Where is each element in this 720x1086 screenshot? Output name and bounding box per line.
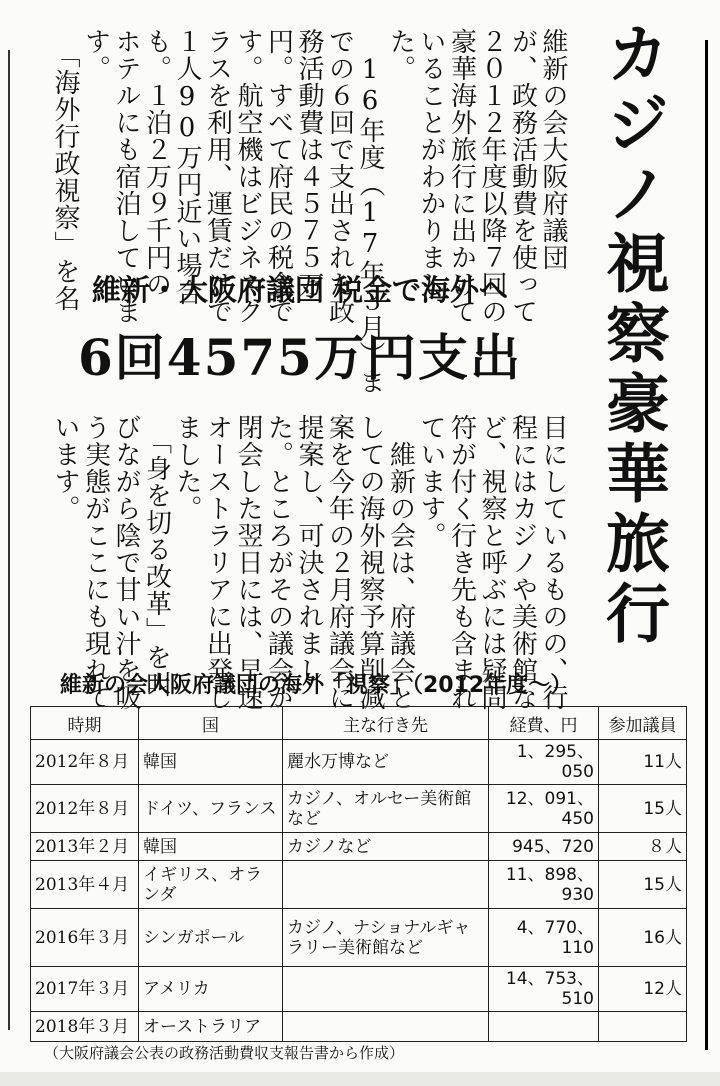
cell-country: シンガポール	[139, 909, 283, 967]
trip-table	[30, 706, 687, 1042]
cell-destination	[283, 967, 489, 1012]
sub-headline: 維新・大阪府議団 税金で海外へ	[91, 273, 509, 307]
cell-cost: 14、753、510	[489, 967, 599, 1012]
table-row	[31, 909, 687, 967]
cell-period: 2012年８月	[31, 785, 139, 833]
text-column: ホテルにも宿泊していま	[111, 28, 141, 325]
cell-members	[599, 1012, 687, 1042]
table-source-note: （大阪府議会公表の政務活動費収支報告書から作成）	[44, 1044, 405, 1062]
table-title: 維新の会大阪府議団の海外「視察」（2012年度〜）	[60, 673, 573, 698]
right-border-rule	[705, 40, 708, 1050]
text-column: 務活動費は４５７５万	[294, 28, 324, 298]
cell-destination: カジノ、オルセー美術館など	[283, 785, 489, 833]
table-row	[31, 967, 687, 1012]
cell-destination: カジノなど	[283, 833, 489, 861]
text-column: 豪華海外旅行に出かけて	[446, 28, 477, 325]
text-column: ど、視察と呼ぶには疑問	[477, 414, 507, 711]
cell-members: 16人	[599, 909, 687, 967]
cell-country: アメリカ	[139, 967, 283, 1012]
table-row	[31, 861, 687, 909]
cell-cost: 11、898、930	[489, 861, 599, 909]
cell-country: イギリス、オランダ	[139, 861, 283, 909]
text-column: 「海外行政視察」を名	[50, 28, 80, 312]
text-column: う実態がここにも現れて	[80, 414, 111, 711]
text-column: ています。	[416, 414, 446, 549]
text-column: ２０１２年度以降７回の	[477, 28, 507, 325]
cell-period: 2012年８月	[31, 740, 139, 785]
cell-period: 2013年２月	[31, 833, 139, 861]
cell-destination: 麗水万博など	[283, 740, 489, 785]
cell-country: 韓国	[139, 740, 283, 785]
cell-members: ８人	[599, 833, 687, 861]
header-country: 国	[139, 707, 283, 740]
left-border-rule	[8, 50, 10, 1030]
text-column: が、政務活動費を使って	[507, 28, 538, 325]
text-column: びながら陰で甘い汁を吸	[111, 414, 141, 711]
table-row	[31, 833, 687, 861]
cell-period: 2018年３月	[31, 1012, 139, 1042]
table-header-row	[31, 707, 687, 740]
cell-destination: カジノ、ナショナルギャラリー美術館など	[283, 909, 489, 967]
headline: カジノ視察豪華旅行	[595, 20, 669, 650]
text-column: いることがわかりまし	[416, 28, 446, 298]
text-column: 16年度（17年３月）ま	[355, 28, 385, 395]
cropped-next-article	[0, 1072, 720, 1086]
text-column: 維新の会大阪府議団	[538, 28, 568, 271]
header-cost: 経費、円	[489, 707, 599, 740]
header-members: 参加議員	[599, 707, 687, 740]
text-column: での６回で支出された政	[324, 28, 355, 325]
cell-period: 2016年３月	[31, 909, 139, 967]
cell-period: 2017年３月	[31, 967, 139, 1012]
cell-members: 15人	[599, 785, 687, 833]
text-column: 閉会した翌日には、早速	[233, 414, 263, 711]
cell-destination	[283, 1012, 489, 1042]
text-column: ラスを利用、運賃だけで	[202, 28, 233, 325]
cell-country: ドイツ、フランス	[139, 785, 283, 833]
cell-period: 2013年４月	[31, 861, 139, 909]
text-column: も。１泊２万９千円の	[141, 28, 172, 298]
text-column: １人90万円近い場合	[172, 28, 202, 306]
cell-members: 12人	[599, 967, 687, 1012]
text-column: 円。すべて府民の税金で	[263, 28, 294, 325]
text-column: 目にしているものの、行	[538, 414, 568, 711]
table-row	[31, 785, 687, 833]
cell-cost: 4、770、110	[489, 909, 599, 967]
cell-cost: 945、720	[489, 833, 599, 861]
text-column: 維新の会は、府議会と	[385, 414, 416, 711]
cell-cost: 12、091、450	[489, 785, 599, 833]
cell-cost: 1、295、050	[489, 740, 599, 785]
main-headline: 6回4575万円支出	[78, 328, 522, 387]
text-column: 案を今年の２月府議会に	[324, 414, 355, 711]
header-period: 時期	[31, 707, 139, 740]
table-row	[31, 1012, 687, 1042]
cell-members: 11人	[599, 740, 687, 785]
text-column: す。航空機はビジネスク	[233, 28, 263, 325]
text-column: しての海外視察予算削減	[355, 414, 385, 711]
text-column: 符が付く行き先も含まれ	[446, 414, 477, 711]
cell-destination	[283, 861, 489, 909]
cell-country: オーストラリア	[139, 1012, 283, 1042]
text-column: ました。	[172, 414, 202, 522]
text-column: オーストラリアに出発し	[202, 414, 233, 711]
text-column: います。	[50, 414, 80, 522]
text-column: 提案し、可決されまし	[294, 414, 324, 684]
text-column: た。	[385, 28, 416, 82]
header-destination: 主な行き先	[283, 707, 489, 740]
table-row	[31, 740, 687, 785]
text-column: す。	[80, 28, 111, 82]
cell-cost	[489, 1012, 599, 1042]
cell-members: 15人	[599, 861, 687, 909]
text-column: 程にはカジノや美術館な	[507, 414, 538, 711]
text-column: 「身を切る改革」を叫	[141, 414, 172, 698]
cell-country: 韓国	[139, 833, 283, 861]
text-column: た。ところがその議会が	[263, 414, 294, 711]
